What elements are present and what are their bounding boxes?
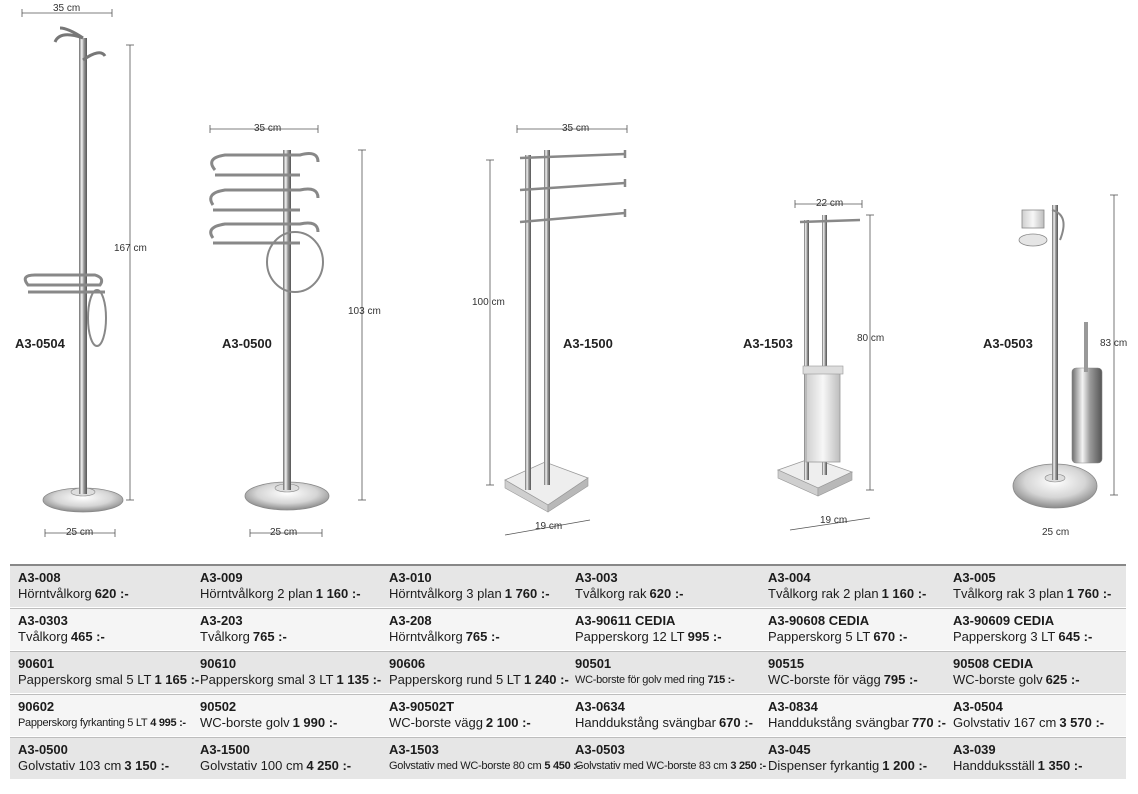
item-description	[389, 714, 574, 732]
item-price: 1 160 :-	[881, 586, 927, 601]
item-description	[768, 628, 953, 646]
price-item	[389, 742, 580, 778]
item-description	[18, 757, 198, 775]
price-item	[200, 656, 385, 692]
item-price: 1 135 :-	[336, 672, 382, 687]
model-label: A3-0500	[222, 336, 272, 351]
item-name: WC-borste golv	[200, 715, 290, 730]
item-name: Hörntvålkorg 3 plan	[389, 586, 502, 601]
price-item	[389, 699, 574, 735]
price-item	[200, 570, 385, 606]
price-item	[953, 699, 1125, 735]
dimension-label: 25 cm	[270, 527, 298, 538]
price-item	[575, 699, 765, 735]
item-price: 465 :-	[70, 629, 105, 644]
price-item	[200, 613, 385, 649]
item-name: WC-borste vägg	[389, 715, 483, 730]
item-name: Papperskorg rund 5 LT	[389, 672, 521, 687]
price-item	[953, 656, 1125, 692]
item-code: 90610	[200, 656, 237, 671]
price-item	[575, 656, 765, 692]
item-name: Papperskorg 12 LT	[575, 629, 685, 644]
item-description	[389, 671, 574, 689]
item-code: 90501	[575, 656, 612, 671]
item-name: Hörntvålkorg	[389, 629, 463, 644]
item-code: A3-003	[575, 570, 618, 585]
item-price: 1 200 :-	[882, 758, 928, 773]
stand-a3-0500-illustration	[211, 150, 329, 510]
price-item	[768, 613, 953, 649]
item-description	[389, 585, 574, 603]
item-code: A3-039	[953, 742, 996, 757]
item-name: Papperskorg 5 LT	[768, 629, 871, 644]
price-item	[18, 613, 198, 649]
item-price: 1 240 :-	[524, 672, 569, 687]
table-row	[10, 609, 1126, 650]
item-name: Golvstativ 167 cm	[953, 715, 1057, 730]
item-price: 1 760 :-	[1066, 586, 1112, 601]
item-name: Hörntvålkorg 2 plan	[200, 586, 313, 601]
item-description	[389, 757, 580, 775]
item-description	[768, 757, 953, 775]
item-code: 90508 CEDIA	[953, 656, 1034, 671]
item-price: 765 :-	[252, 629, 287, 644]
item-name: WC-borste för vägg	[768, 672, 881, 687]
item-name: WC-borste för golv med ring	[575, 674, 705, 686]
item-description	[575, 757, 765, 775]
item-code: A3-208	[389, 613, 432, 628]
item-code: A3-005	[953, 570, 996, 585]
item-price: 1 165 :-	[154, 672, 200, 687]
item-description	[768, 671, 953, 689]
model-label: A3-1503	[743, 336, 793, 351]
table-row	[10, 652, 1126, 693]
dimension-label: 103 cm	[348, 306, 381, 317]
item-description	[953, 757, 1125, 775]
item-description	[200, 628, 385, 646]
item-price: 670 :-	[873, 629, 908, 644]
price-item	[768, 742, 953, 778]
item-description	[200, 671, 385, 689]
item-price: 715 :-	[707, 674, 735, 686]
price-item	[768, 656, 953, 692]
dimension-label: 35 cm	[562, 123, 590, 134]
item-name: Golvstativ med WC-borste 80 cm	[389, 760, 542, 772]
item-description	[953, 671, 1125, 689]
item-code: 90502	[200, 699, 237, 714]
dimension-label: 100 cm	[472, 297, 505, 308]
item-name: Hörntvålkorg	[18, 586, 92, 601]
price-item	[575, 742, 765, 778]
item-price: 620 :-	[94, 586, 129, 601]
item-price: 645 :-	[1058, 629, 1093, 644]
item-price: 5 450 :-	[544, 760, 580, 772]
item-description	[18, 585, 198, 603]
dimension-label: 80 cm	[857, 333, 885, 344]
item-name: Tvålkorg	[18, 629, 68, 644]
item-name: Dispenser fyrkantig	[768, 758, 880, 773]
dimension-label: 35 cm	[254, 123, 282, 134]
dimension-label: 83 cm	[1100, 338, 1128, 349]
item-price: 4 250 :-	[306, 758, 352, 773]
price-table	[10, 564, 1126, 788]
item-description	[953, 585, 1125, 603]
price-item	[953, 570, 1125, 606]
item-code: A3-90608 CEDIA	[768, 613, 870, 628]
item-price: 670 :-	[718, 715, 753, 730]
item-code: 90606	[389, 656, 426, 671]
dimension-label: 22 cm	[816, 198, 844, 209]
item-name: Handdukstång svängbar	[768, 715, 909, 730]
item-description	[200, 757, 385, 775]
item-price: 1 350 :-	[1037, 758, 1083, 773]
item-description	[18, 628, 198, 646]
dimension-lines	[22, 9, 1118, 537]
item-code: A3-90502T	[389, 699, 455, 714]
price-item	[575, 570, 765, 606]
item-description	[575, 628, 765, 646]
item-name: Golvstativ med WC-borste 83 cm	[575, 760, 728, 772]
dimension-label: 19 cm	[820, 515, 848, 526]
item-price: 4 995 :-	[150, 717, 186, 729]
item-code: A3-0834	[768, 699, 818, 714]
dimension-label: 167 cm	[114, 243, 147, 254]
item-code: A3-203	[200, 613, 243, 628]
item-code: A3-045	[768, 742, 811, 757]
price-item	[953, 613, 1125, 649]
item-name: WC-borste golv	[953, 672, 1043, 687]
price-item	[768, 699, 953, 735]
item-name: Tvålkorg rak	[575, 586, 647, 601]
item-code: A3-004	[768, 570, 811, 585]
item-price: 625 :-	[1045, 672, 1080, 687]
price-item	[18, 699, 198, 735]
table-row	[10, 738, 1126, 779]
item-price: 620 :-	[649, 586, 684, 601]
table-row	[10, 695, 1126, 736]
model-label: A3-0503	[983, 336, 1033, 351]
item-price: 1 160 :-	[315, 586, 361, 601]
item-name: Papperskorg fyrkanting 5 LT	[18, 717, 148, 729]
item-code: A3-1500	[200, 742, 250, 757]
item-name: Papperskorg 3 LT	[953, 629, 1056, 644]
item-price: 3 150 :-	[124, 758, 170, 773]
item-description	[18, 714, 198, 732]
item-code: A3-1503	[389, 742, 439, 757]
item-description	[953, 714, 1125, 732]
item-description	[389, 628, 574, 646]
item-description	[768, 585, 953, 603]
item-price: 2 100 :-	[485, 715, 531, 730]
stand-a3-0503-illustration	[1013, 205, 1102, 508]
item-name: Handduksställ	[953, 758, 1035, 773]
price-item	[768, 570, 953, 606]
price-item	[18, 742, 198, 778]
item-name: Tvålkorg rak 2 plan	[768, 586, 879, 601]
item-code: A3-0500	[18, 742, 68, 757]
item-price: 765 :-	[465, 629, 500, 644]
dimension-label: 25 cm	[1042, 527, 1070, 538]
item-code: A3-0634	[575, 699, 625, 714]
item-name: Golvstativ 103 cm	[18, 758, 122, 773]
item-code: A3-90611 CEDIA	[575, 613, 676, 628]
item-price: 3 250 :-	[730, 760, 766, 772]
price-item	[389, 656, 574, 692]
item-description	[768, 714, 953, 732]
item-code: 90602	[18, 699, 55, 714]
item-name: Tvålkorg rak 3 plan	[953, 586, 1064, 601]
price-item	[389, 613, 574, 649]
item-price: 770 :-	[911, 715, 946, 730]
item-description	[18, 671, 198, 689]
model-label: A3-1500	[563, 336, 613, 351]
item-description	[200, 585, 385, 603]
item-description	[953, 628, 1125, 646]
price-item	[389, 570, 574, 606]
item-name: Papperskorg smal 3 LT	[200, 672, 334, 687]
item-price: 1 760 :-	[504, 586, 550, 601]
item-description	[575, 671, 765, 689]
item-description	[575, 585, 765, 603]
item-price: 795 :-	[883, 672, 918, 687]
item-code: A3-0504	[953, 699, 1003, 714]
item-code: A3-90609 CEDIA	[953, 613, 1055, 628]
dimension-label: 35 cm	[53, 3, 81, 14]
dimension-label: 19 cm	[535, 521, 563, 532]
item-price: 3 570 :-	[1059, 715, 1105, 730]
item-name: Tvålkorg	[200, 629, 250, 644]
price-item	[200, 699, 385, 735]
stand-a3-1503-illustration	[778, 215, 860, 496]
stand-a3-0504-illustration	[25, 28, 123, 512]
item-code: 90515	[768, 656, 805, 671]
item-code: A3-0303	[18, 613, 68, 628]
table-row	[10, 566, 1126, 607]
item-code: 90601	[18, 656, 55, 671]
item-name: Papperskorg smal 5 LT	[18, 672, 152, 687]
price-item	[18, 656, 198, 692]
price-item	[575, 613, 765, 649]
item-price: 995 :-	[687, 629, 722, 644]
model-label: A3-0504	[15, 336, 65, 351]
dimension-label: 25 cm	[66, 527, 94, 538]
price-item	[18, 570, 198, 606]
price-item	[953, 742, 1125, 778]
item-name: Golvstativ 100 cm	[200, 758, 304, 773]
item-description	[200, 714, 385, 732]
item-description	[575, 714, 765, 732]
item-code: A3-010	[389, 570, 432, 585]
price-item	[200, 742, 385, 778]
item-code: A3-009	[200, 570, 243, 585]
item-code: A3-0503	[575, 742, 625, 757]
item-price: 1 990 :-	[292, 715, 338, 730]
stand-a3-1500-illustration	[505, 150, 625, 512]
item-name: Handdukstång svängbar	[575, 715, 716, 730]
item-code: A3-008	[18, 570, 61, 585]
